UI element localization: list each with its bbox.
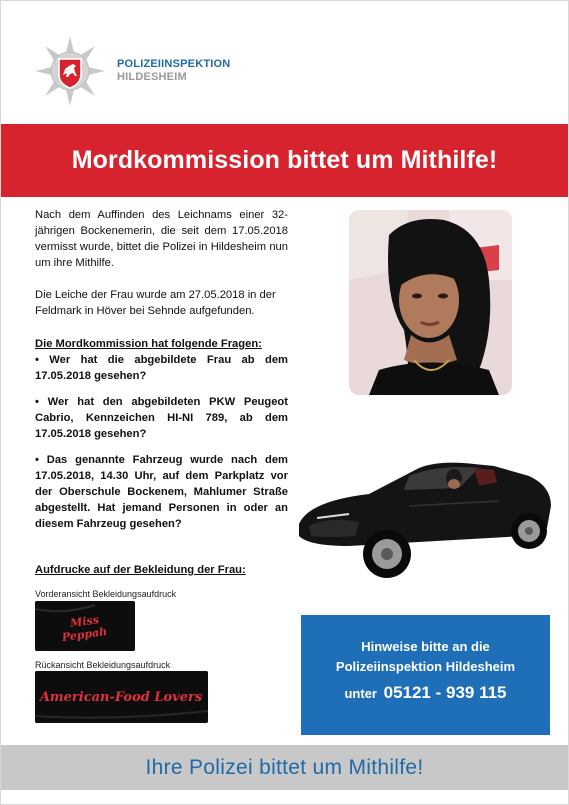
questions-heading: Die Mordkommission hat folgende Fragen: xyxy=(35,338,262,350)
questions-block xyxy=(35,336,288,532)
headline-banner xyxy=(1,124,568,197)
footer-bar xyxy=(1,745,568,790)
svg-text:Miss: Miss xyxy=(69,613,100,630)
intro-paragraph: Nach dem Auffinden des Leichnams einer 32-jährigen Bockenemerin, die seit dem 17.05.2018 vermisst wurde, bittet die Polizei in Hildesheim nun um ihre Mithilfe. xyxy=(35,209,288,269)
svg-text:Peppah: Peppah xyxy=(61,624,108,645)
back-caption: Rückansicht Bekleidungsaufdruck xyxy=(35,660,171,670)
contact-line2: Polizeiinspektion Hildesheim xyxy=(335,659,516,674)
back-print-image xyxy=(35,671,208,723)
front-caption: Vorderansicht Bekleidungsaufdruck xyxy=(35,589,177,599)
org-name xyxy=(117,58,230,84)
peugeot-cabrio-photo xyxy=(289,446,559,586)
svg-text:American-Food Lovers: American-Food Lovers xyxy=(39,690,203,705)
phone-number: 05121 - 939 115 xyxy=(383,683,507,702)
footer-text: Ihre Polizei bittet um Mithilfe! xyxy=(145,755,424,779)
front-print-image xyxy=(35,601,135,651)
contact-box xyxy=(301,615,550,735)
police-star-logo xyxy=(34,35,106,107)
org-line2: HILDESHEIM xyxy=(117,71,187,83)
contact-phone-line xyxy=(301,683,550,703)
found-paragraph: Die Leiche der Frau wurde am 27.05.2018 in der Feldmark in Höver bei Sehnde aufgefunden. xyxy=(35,289,276,317)
contact-line1: Hinweise bitte an die xyxy=(361,639,490,654)
phone-prefix: unter xyxy=(344,686,377,701)
headline: Mordkommission bittet um Mithilfe! xyxy=(71,146,498,174)
question-item: • Das genannte Fahrzeug wurde nach dem 17.05.2018, 14.30 Uhr, auf dem Parkplatz vor der Oberschule Bockenem, Mahlumer Straße abgestellt. Hat jemand Personen in oder an diesem Fahrzeug gesehen? xyxy=(35,454,288,530)
clothing-heading: Aufdrucke auf der Bekleidung der Frau: xyxy=(35,564,246,576)
org-line1: POLIZEIINSPEKTION xyxy=(117,58,231,70)
victim-portrait-photo xyxy=(349,210,512,395)
question-item: • Wer hat die abgebildete Frau ab dem 17.05.2018 gesehen? xyxy=(35,354,288,382)
question-item: • Wer hat den abgebildeten PKW Peugeot Cabrio, Kennzeichen HI-NI 789, ab dem 17.05.2018 gesehen? xyxy=(35,396,288,440)
